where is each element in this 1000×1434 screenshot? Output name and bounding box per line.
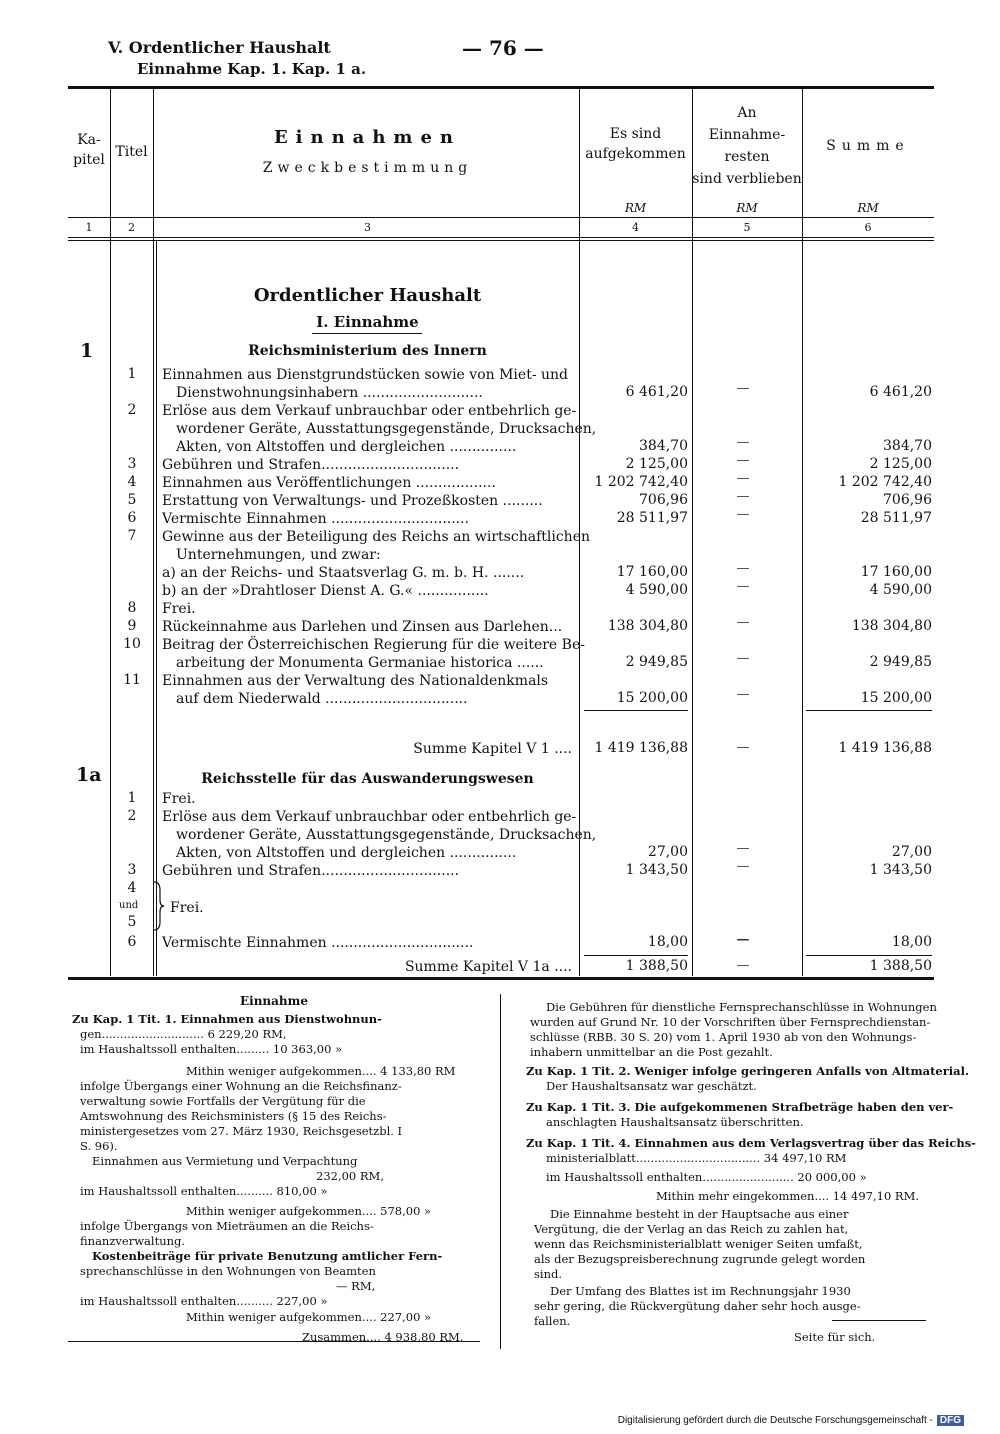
kap1-total-amount: 1 419 136,88 (594, 740, 688, 756)
note-left-line: Amtswohnung des Reichsministers (§ 15 des Reichs- (80, 1109, 387, 1123)
note-right-line: Zu Kap. 1 Tit. 3. Die aufgekommenen Strafbeträge haben den ver- (526, 1100, 954, 1114)
note-left-line: S. 96). (80, 1139, 118, 1153)
kap1-row-dash: — (736, 507, 750, 522)
kap1a-total-rule-4 (584, 955, 688, 956)
kap1-total-label: Summe Kapitel V 1 .... (413, 741, 572, 757)
kap1-row-titel: 10 (123, 636, 141, 652)
col-summe-header: Summe (826, 138, 910, 154)
note-left-line: 232,00 RM, (316, 1169, 384, 1183)
note-left-line: ministergesetzes vom 27. März 1930, Reichsgesetzbl. I (80, 1124, 403, 1138)
note-right-line: ministerialblatt.................................. 34 497,10 RM (546, 1151, 847, 1165)
titel-5: 5 (127, 914, 137, 930)
titel-6-kap1a: 6 (127, 934, 137, 950)
note-right-line: Die Einnahme besteht in der Hauptsache aus einer (550, 1207, 849, 1221)
kap1-row-titel: 4 (127, 474, 137, 490)
kap1-row-text-line: Erstattung von Verwaltungs- und Prozeßkosten ......... (162, 493, 543, 509)
footer-text: Digitalisierung gefördert durch die Deutsche Forschungsgemeinschaft - (617, 1415, 933, 1426)
table-top-border (68, 86, 934, 89)
kap1-row-titel: 1 (127, 366, 137, 382)
note-left-line: Einnahmen aus Vermietung und Verpachtung (92, 1154, 358, 1168)
kap1-row-titel: 5 (127, 492, 137, 508)
note-right-line: fallen. (534, 1314, 571, 1328)
kap1-row-sum: 6 461,20 (869, 384, 932, 400)
unit-rm-4: RM (624, 201, 647, 215)
kap1-row-text-line: Gewinne aus der Beteiligung des Reichs an wirtschaftlichen (162, 529, 590, 545)
kap1-row-dash: — (736, 453, 750, 468)
kap1a-total-dash: — (736, 958, 750, 973)
kap1a-total-sum: 1 388,50 (869, 958, 932, 974)
kap1-total-rule-4 (584, 710, 688, 711)
kap1a-row-sum: 1 343,50 (869, 862, 932, 878)
colnum-5: 5 (743, 221, 751, 234)
note-right-line: Der Umfang des Blattes ist im Rechnungsjahr 1930 (550, 1284, 851, 1298)
kap1a-row-text-line: Frei. (162, 791, 196, 807)
note-left-line: im Haushaltssoll enthalten.......... 810,00 » (80, 1184, 328, 1198)
kap1a-row6-sum: 18,00 (891, 934, 932, 950)
colnum-1: 1 (85, 221, 93, 234)
col-einnahmen-header: Einnahmen (273, 127, 462, 148)
note-right-line: im Haushaltssoll enthalten......................... 20 000,00 » (546, 1170, 867, 1184)
colnum-3: 3 (364, 221, 371, 234)
kap1-row-amount: 2 949,85 (625, 654, 688, 670)
kap1-row-amount: 15 200,00 (616, 690, 688, 706)
subsection-title: Einnahme Kap. 1. Kap. 1 a. (137, 60, 367, 78)
kap1a-row-text-line: wordener Geräte, Ausstattungsgegenstände, Drucksachen, (176, 827, 597, 843)
kap1-row-amount: 28 511,97 (616, 510, 688, 526)
note-left-line: verwaltung sowie Fortfalls der Vergütung für die (80, 1094, 366, 1108)
note-left-line: Zusammen.... 4 938,80 RM. (302, 1330, 464, 1344)
kap1a-row-sum: 27,00 (891, 844, 932, 860)
note-left-line: sprechanschlüsse in den Wohnungen von Beamten (80, 1264, 376, 1278)
kap1-row-sum: 706,96 (883, 492, 932, 508)
kap1-row-text-line: arbeitung der Monumenta Germaniae historica ...... (176, 655, 544, 671)
kap1-row-titel: 2 (127, 402, 137, 418)
col-sep-2 (153, 88, 154, 976)
kap1-row-sum: 2 949,85 (869, 654, 932, 670)
kap1-row-text-line: Akten, von Altstoffen und dergleichen ............... (176, 439, 517, 455)
note-right-line: wenn das Reichsministerialblatt weniger Seiten umfaßt, (534, 1237, 863, 1251)
kap1-row-titel: 7 (127, 528, 137, 544)
col-zweck-header: Zweckbestimmung (262, 160, 473, 176)
kap1-row-sum: 15 200,00 (860, 690, 932, 706)
table-bottom-border (68, 977, 934, 980)
kap1-row-text-line: Beitrag der Österreichischen Regierung für die weitere Be- (162, 637, 585, 653)
kap1-row-text-line: Erlöse aus dem Verkauf unbrauchbar oder entbehrlich ge- (162, 403, 577, 419)
page-number: — 76 — (462, 36, 544, 60)
note-right-line: Zu Kap. 1 Tit. 2. Weniger infolge geringeren Anfalls von Altmaterial. (526, 1064, 969, 1078)
kap1-total-sum: 1 419 136,88 (838, 740, 932, 756)
col-kapitel-header: Ka- pitel (73, 132, 105, 168)
kap1a-row-text-line: Akten, von Altstoffen und dergleichen ............... (176, 845, 517, 861)
col-aufgekommen-header: Es sind aufgekommen (585, 126, 686, 162)
kap1a-row6-amount: 18,00 (647, 934, 688, 950)
kap1-row-titel: 8 (127, 600, 137, 616)
kap1-row-text-line: Unternehmungen, und zwar: (176, 547, 381, 563)
note-left-line: finanzverwaltung. (80, 1234, 186, 1248)
kap1-row-text-line: Dienstwohnungsinhabern ........................... (176, 385, 483, 401)
kap1-row-text-line: auf dem Niederwald ................................ (176, 691, 468, 707)
note-right-line: sehr gering, die Rückvergütung daher sehr hoch ausge- (534, 1299, 861, 1313)
kap1a-row-dash: — (736, 859, 750, 874)
kap1a-row-titel: 1 (127, 790, 137, 806)
kap1-row-dash: — (736, 651, 750, 666)
colnum-divider-2 (68, 240, 934, 241)
note-left-line: Zu Kap. 1 Tit. 1. Einnahmen aus Dienstwohnun- (72, 1012, 382, 1026)
note-right-line: sind. (534, 1267, 563, 1281)
kap1-row-sum: 17 160,00 (860, 564, 932, 580)
kap1a-row-text-line: Gebühren und Strafen............................... (162, 863, 460, 879)
note-right-line: wurden auf Grund Nr. 10 der Vorschriften über Fernsprechdienstan- (530, 1015, 931, 1029)
kap1-row-amount: 4 590,00 (625, 582, 688, 598)
heading-part-underline (312, 333, 422, 334)
kap1a-row-titel: 2 (127, 808, 137, 824)
note-right-line: Zu Kap. 1 Tit. 4. Einnahmen aus dem Verlagsvertrag über das Reichs- (526, 1136, 976, 1150)
kap1-row-amount: 17 160,00 (616, 564, 688, 580)
notes-left-end-rule (68, 1341, 480, 1342)
colnum-6: 6 (864, 221, 872, 234)
kap1-row-text-line: a) an der Reichs- und Staatsverlag G. m. b. H. ....... (162, 565, 525, 581)
kap1-row-dash: — (736, 489, 750, 504)
notes-right-end-rule (832, 1320, 926, 1321)
kapitel-1a-number: 1a (76, 764, 102, 786)
kap1-row-sum: 28 511,97 (860, 510, 932, 526)
note-left-line: infolge Übergangs von Mieträumen an die Reichs- (80, 1219, 374, 1233)
kap1-row-dash: — (736, 435, 750, 450)
kap1a-row-amount: 27,00 (647, 844, 688, 860)
note-left-line: Mithin weniger aufgekommen.... 4 133,80 RM (186, 1064, 456, 1078)
note-right-line: als der Bezugspreisberechnung zugrunde gelegt worden (534, 1252, 866, 1266)
kap1a-row-amount: 1 343,50 (625, 862, 688, 878)
kap1-row-text-line: Rückeinnahme aus Darlehen und Zinsen aus Darlehen... (162, 619, 563, 635)
note-left-line: gen............................ 6 229,20 RM, (80, 1027, 287, 1041)
kap1-row-text-line: b) an der »Drahtloser Dienst A. G.« ................ (162, 583, 489, 599)
note-right-line: Die Gebühren für dienstliche Fernsprechanschlüsse in Wohnungen (546, 1000, 937, 1014)
titel-und: und (119, 900, 139, 911)
footer-credit (618, 1415, 964, 1426)
kap1a-row6-text: Vermischte Einnahmen ................................ (162, 935, 474, 951)
titel-4: 4 (127, 880, 137, 896)
note-left-line: im Haushaltssoll enthalten.......... 227,00 » (80, 1294, 328, 1308)
colnum-2: 2 (128, 221, 135, 234)
kap1-row-text-line: wordener Geräte, Ausstattungsgegenstände, Drucksachen, (176, 421, 597, 437)
dfg-logo: DFG (937, 1415, 964, 1426)
heading-main: Ordentlicher Haushalt (253, 285, 482, 306)
kap1-row-sum: 384,70 (883, 438, 932, 454)
kap1a-row6-dash: — (736, 932, 750, 947)
kap1-row-amount: 2 125,00 (625, 456, 688, 472)
heading-kap1: Reichsministerium des Innern (248, 343, 487, 359)
kap1-row-dash: — (736, 615, 750, 630)
kap1-row-text-line: Einnahmen aus der Verwaltung des Nationaldenkmals (162, 673, 549, 689)
kap1-row-sum: 138 304,80 (851, 618, 932, 634)
kap1-row-text-line: Frei. (162, 601, 196, 617)
kap1-row-titel: 11 (123, 672, 141, 688)
col-reste-header: An Einnahme- resten sind verblieben (692, 105, 802, 187)
notes-left-title: Einnahme (240, 994, 308, 1008)
note-right-line: anschlagten Haushaltsansatz überschritten. (546, 1115, 804, 1129)
note-left-line: Kostenbeiträge für private Benutzung amtlicher Fern- (92, 1249, 443, 1263)
note-left-line: im Haushaltssoll enthalten......... 10 363,00 » (80, 1042, 343, 1056)
kap1-row-text-line: Einnahmen aus Dienstgrundstücken sowie von Miet- und (162, 367, 568, 383)
colnum-divider (68, 237, 934, 238)
kap1-row-sum: 2 125,00 (869, 456, 932, 472)
note-right-line: Mithin mehr eingekommen.... 14 497,10 RM. (656, 1189, 920, 1203)
section-title: V. Ordentlicher Haushalt (108, 38, 331, 57)
kap1-row-text-line: Vermischte Einnahmen ............................... (162, 511, 470, 527)
kap1-total-dash: — (736, 740, 750, 755)
kap1a-row-text-line: Erlöse aus dem Verkauf unbrauchbar oder entbehrlich ge- (162, 809, 577, 825)
kap1-row-amount: 384,70 (639, 438, 688, 454)
kap1-total-rule-6 (806, 710, 932, 711)
kap1-row-amount: 706,96 (639, 492, 688, 508)
note-right-line: schlüsse (RBB. 30 S. 20) vom 1. April 1930 ab von den Wohnungs- (530, 1030, 917, 1044)
kap1-row-dash: — (736, 687, 750, 702)
notes-divider (500, 994, 501, 1349)
note-left-line: — RM, (336, 1279, 376, 1293)
note-right-line: inhabern unmittelbar an die Post gezahlt. (530, 1045, 773, 1059)
kap1a-total-amount: 1 388,50 (625, 958, 688, 974)
note-right-line: Vergütung, die der Verlag an das Reich zu zahlen hat, (534, 1222, 849, 1236)
kap1-row-dash: — (736, 579, 750, 594)
kap1-row-text-line: Gebühren und Strafen............................... (162, 457, 460, 473)
note-left-line: infolge Übergangs einer Wohnung an die Reichsfinanz- (80, 1079, 402, 1093)
kap1-row-amount: 1 202 742,40 (594, 474, 688, 490)
kap1a-row-dash: — (736, 841, 750, 856)
colnum-4: 4 (632, 221, 639, 234)
kap1-row-dash: — (736, 381, 750, 396)
kap1-row-amount: 138 304,80 (607, 618, 688, 634)
kap1-row-titel: 3 (127, 456, 137, 472)
heading-part: I. Einnahme (316, 313, 419, 331)
note-right-line: Seite für sich. (794, 1330, 876, 1344)
kap1-row-amount: 6 461,20 (625, 384, 688, 400)
kap1a-row-titel: 3 (127, 862, 137, 878)
kap1-row-sum: 4 590,00 (869, 582, 932, 598)
brace-icon (150, 880, 166, 932)
kap1-row-dash: — (736, 561, 750, 576)
kapitel-1-number: 1 (80, 340, 94, 362)
note-left-line: Mithin weniger aufgekommen.... 227,00 » (186, 1310, 432, 1324)
unit-rm-5: RM (736, 201, 758, 215)
kap1-row-text-line: Einnahmen aus Veröffentlichungen .................. (162, 475, 496, 491)
heading-kap1a: Reichsstelle für das Auswanderungswesen (201, 771, 534, 787)
col-titel-header: Titel (115, 144, 148, 160)
frei-4-5-label: Frei. (170, 900, 204, 916)
kap1a-total-label: Summe Kapitel V 1a .... (404, 959, 572, 975)
kap1-row-dash: — (736, 471, 750, 486)
kap1-row-titel: 6 (127, 510, 137, 526)
kap1a-total-rule-6 (806, 955, 932, 956)
kap1-row-titel: 9 (127, 618, 137, 634)
unit-rm-6: RM (857, 201, 879, 215)
note-left-line: Mithin weniger aufgekommen.... 578,00 » (186, 1204, 432, 1218)
kap1-row-sum: 1 202 742,40 (838, 474, 932, 490)
note-right-line: Der Haushaltsansatz war geschätzt. (546, 1079, 757, 1093)
